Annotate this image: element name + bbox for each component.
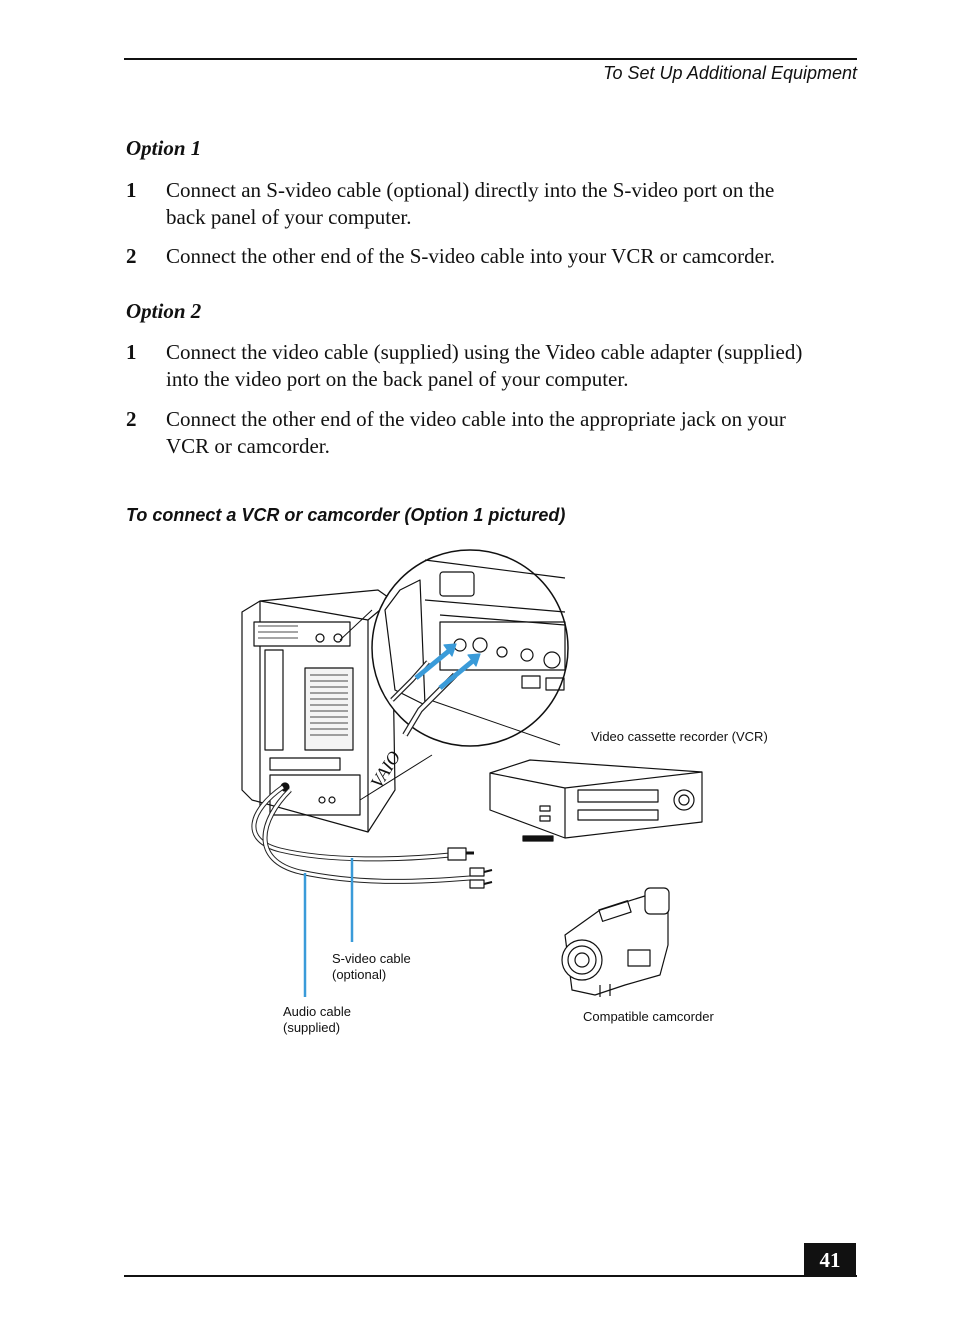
step-number: 1	[126, 178, 137, 202]
step-text-line: back panel of your computer.	[166, 205, 412, 229]
step-text-line: Connect the other end of the video cable into the appropriate jack on your	[166, 407, 786, 431]
vcr-label: Video cassette recorder (VCR)	[591, 729, 768, 744]
running-header: To Set Up Additional Equipment	[603, 63, 857, 83]
step-text-line: Connect an S-video cable (optional) directly into the S-video port on the	[166, 178, 775, 202]
option2-heading: Option 2	[126, 299, 202, 323]
step-text-line: Connect the other end of the S-video cable into your VCR or camcorder.	[166, 244, 776, 268]
bottom-rule	[124, 1275, 857, 1277]
audio-label-line1: Audio cable	[283, 1004, 351, 1019]
camcorder-label: Compatible camcorder	[583, 1009, 714, 1024]
audio-cable-label	[283, 1004, 351, 1036]
step-text-line: Connect the video cable (supplied) using the Video cable adapter (supplied)	[166, 340, 803, 364]
audio-label-line2: (supplied)	[283, 1020, 341, 1035]
page-number: 41	[804, 1243, 856, 1277]
step-text-line: into the video port on the back panel of your computer.	[166, 367, 629, 391]
step-number: 2	[126, 244, 137, 268]
figure-caption: To connect a VCR or camcorder (Option 1 pictured)	[126, 505, 566, 525]
vcr-device	[490, 760, 702, 841]
camcorder-device	[562, 888, 669, 997]
svideo-cable-label	[332, 951, 411, 983]
zoom-callout	[372, 550, 568, 746]
svideo-label-line2: (optional)	[332, 967, 387, 982]
step-text-line: VCR or camcorder.	[166, 434, 330, 458]
step-number: 2	[126, 407, 137, 431]
svideo-label-line1: S-video cable	[332, 951, 411, 966]
option1-heading: Option 1	[126, 136, 202, 160]
step-number: 1	[126, 340, 137, 364]
vaio-logo: VAIO	[366, 747, 405, 792]
